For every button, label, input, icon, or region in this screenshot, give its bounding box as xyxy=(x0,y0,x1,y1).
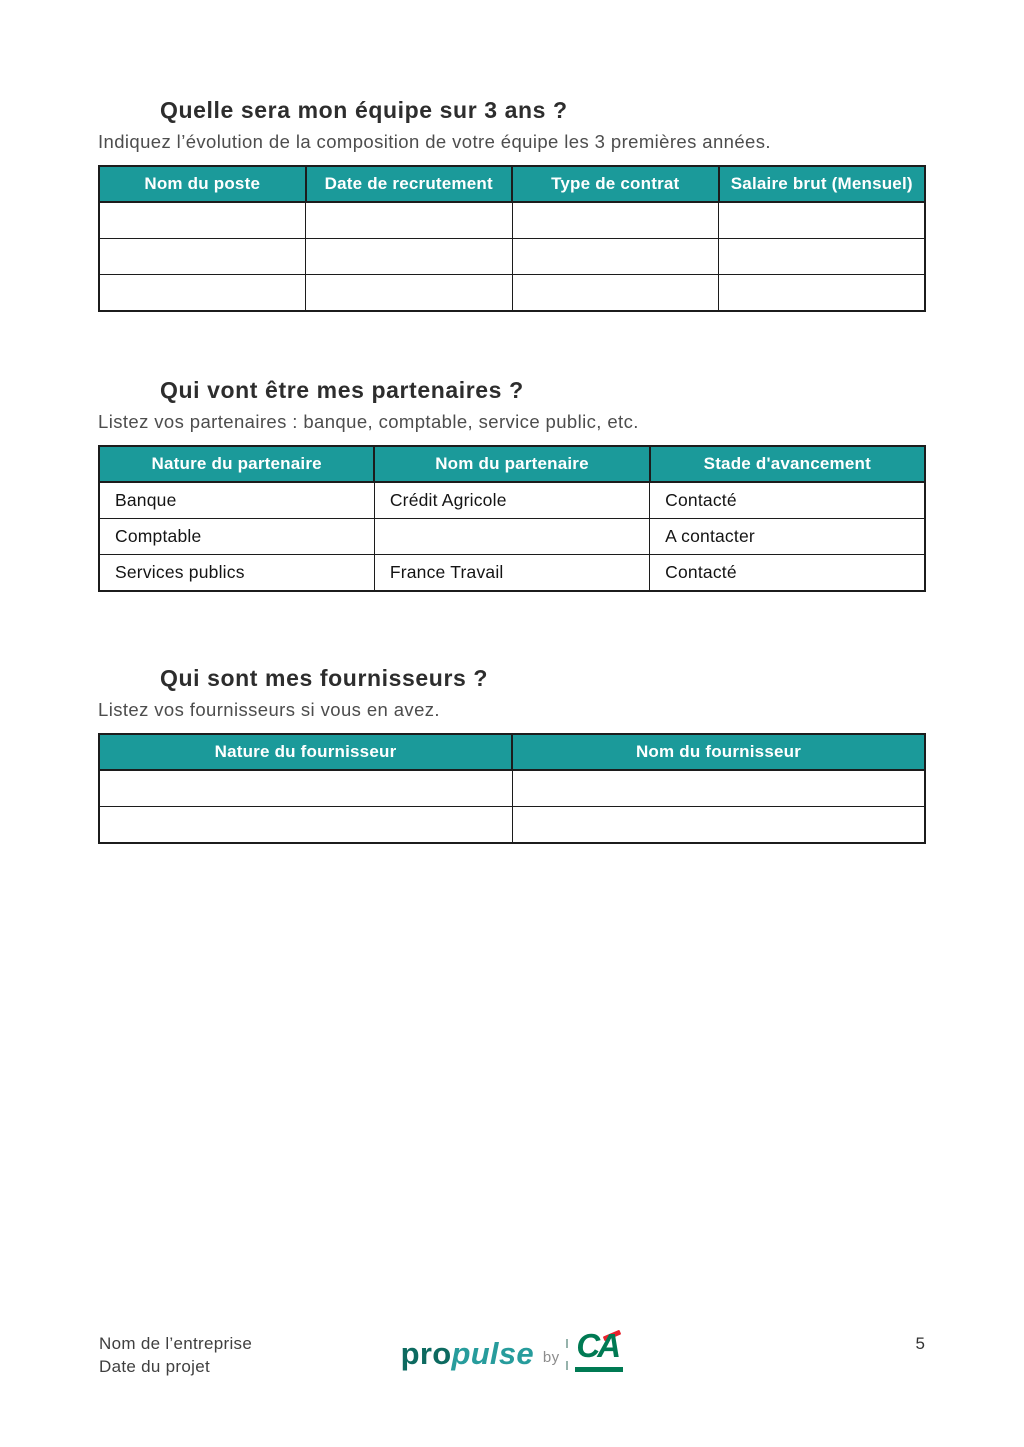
propulse-wordmark xyxy=(401,1336,534,1372)
section-subtitle: Listez vos partenaires : banque, comptable, service public, etc. xyxy=(98,411,639,432)
column-header: Nature du fournisseur xyxy=(99,734,512,770)
logo-pulse-text: pulse xyxy=(451,1336,534,1371)
table-cell: Contacté xyxy=(650,482,925,519)
table-cell xyxy=(99,770,512,807)
table-cell xyxy=(99,239,306,275)
ca-underline-bar-icon xyxy=(575,1367,623,1372)
column-header: Nature du partenaire xyxy=(99,446,374,482)
table-row xyxy=(99,275,925,312)
partners-table xyxy=(98,445,926,592)
section-subtitle: Indiquez l’évolution de la composition de votre équipe les 3 premières années. xyxy=(98,131,771,152)
suppliers-table xyxy=(98,733,926,844)
table-cell xyxy=(99,202,306,239)
table-cell: Comptable xyxy=(99,519,374,555)
table-cell: France Travail xyxy=(374,555,649,592)
table-cell xyxy=(719,275,926,312)
table-cell xyxy=(306,239,513,275)
page-number: 5 xyxy=(915,1334,925,1353)
table-header-row xyxy=(99,446,925,482)
column-header: Stade d'avancement xyxy=(650,446,925,482)
section-suppliers xyxy=(98,662,926,844)
table-cell xyxy=(719,239,926,275)
table-cell xyxy=(512,239,719,275)
table-cell: Services publics xyxy=(99,555,374,592)
column-header: Nom du fournisseur xyxy=(512,734,925,770)
section-title: Qui sont mes fournisseurs ? xyxy=(160,665,489,691)
table-row xyxy=(99,202,925,239)
table-cell xyxy=(719,202,926,239)
project-date-label: Date du projet xyxy=(99,1356,210,1376)
table-row xyxy=(99,770,925,807)
credit-agricole-logo-icon xyxy=(575,1327,623,1378)
table-cell xyxy=(306,202,513,239)
section-team xyxy=(98,94,926,312)
table-cell: Crédit Agricole xyxy=(374,482,649,519)
ca-letters: CA xyxy=(576,1327,619,1364)
table-cell xyxy=(512,275,719,312)
table-header-row xyxy=(99,166,925,202)
table-cell: Banque xyxy=(99,482,374,519)
table-cell xyxy=(99,275,306,312)
table-header-row xyxy=(99,734,925,770)
column-header: Nom du poste xyxy=(99,166,306,202)
propulse-logo xyxy=(0,1326,1024,1382)
table-cell xyxy=(374,519,649,555)
column-header: Salaire brut (Mensuel) xyxy=(719,166,926,202)
column-header: Nom du partenaire xyxy=(374,446,649,482)
table-cell: Contacté xyxy=(650,555,925,592)
table-row xyxy=(99,555,925,592)
table-cell xyxy=(512,770,925,807)
table-row xyxy=(99,482,925,519)
table-row xyxy=(99,519,925,555)
section-subtitle: Listez vos fournisseurs si vous en avez. xyxy=(98,699,440,720)
section-title: Quelle sera mon équipe sur 3 ans ? xyxy=(160,97,568,123)
table-row xyxy=(99,239,925,275)
table-row xyxy=(99,807,925,844)
table-cell xyxy=(99,807,512,844)
logo-pro-text: pro xyxy=(400,1336,452,1371)
table-cell: A contacter xyxy=(650,519,925,555)
column-header: Date de recrutement xyxy=(306,166,513,202)
section-title: Qui vont être mes partenaires ? xyxy=(160,377,524,403)
team-table xyxy=(98,165,926,312)
company-name-label: Nom de l’entreprise xyxy=(99,1334,253,1353)
column-header: Type de contrat xyxy=(512,166,719,202)
section-partners xyxy=(98,374,926,592)
table-cell xyxy=(512,807,925,844)
table-cell xyxy=(306,275,513,312)
logo-divider-icon xyxy=(566,1339,568,1370)
table-cell xyxy=(512,202,719,239)
logo-by-text: by xyxy=(542,1348,560,1366)
